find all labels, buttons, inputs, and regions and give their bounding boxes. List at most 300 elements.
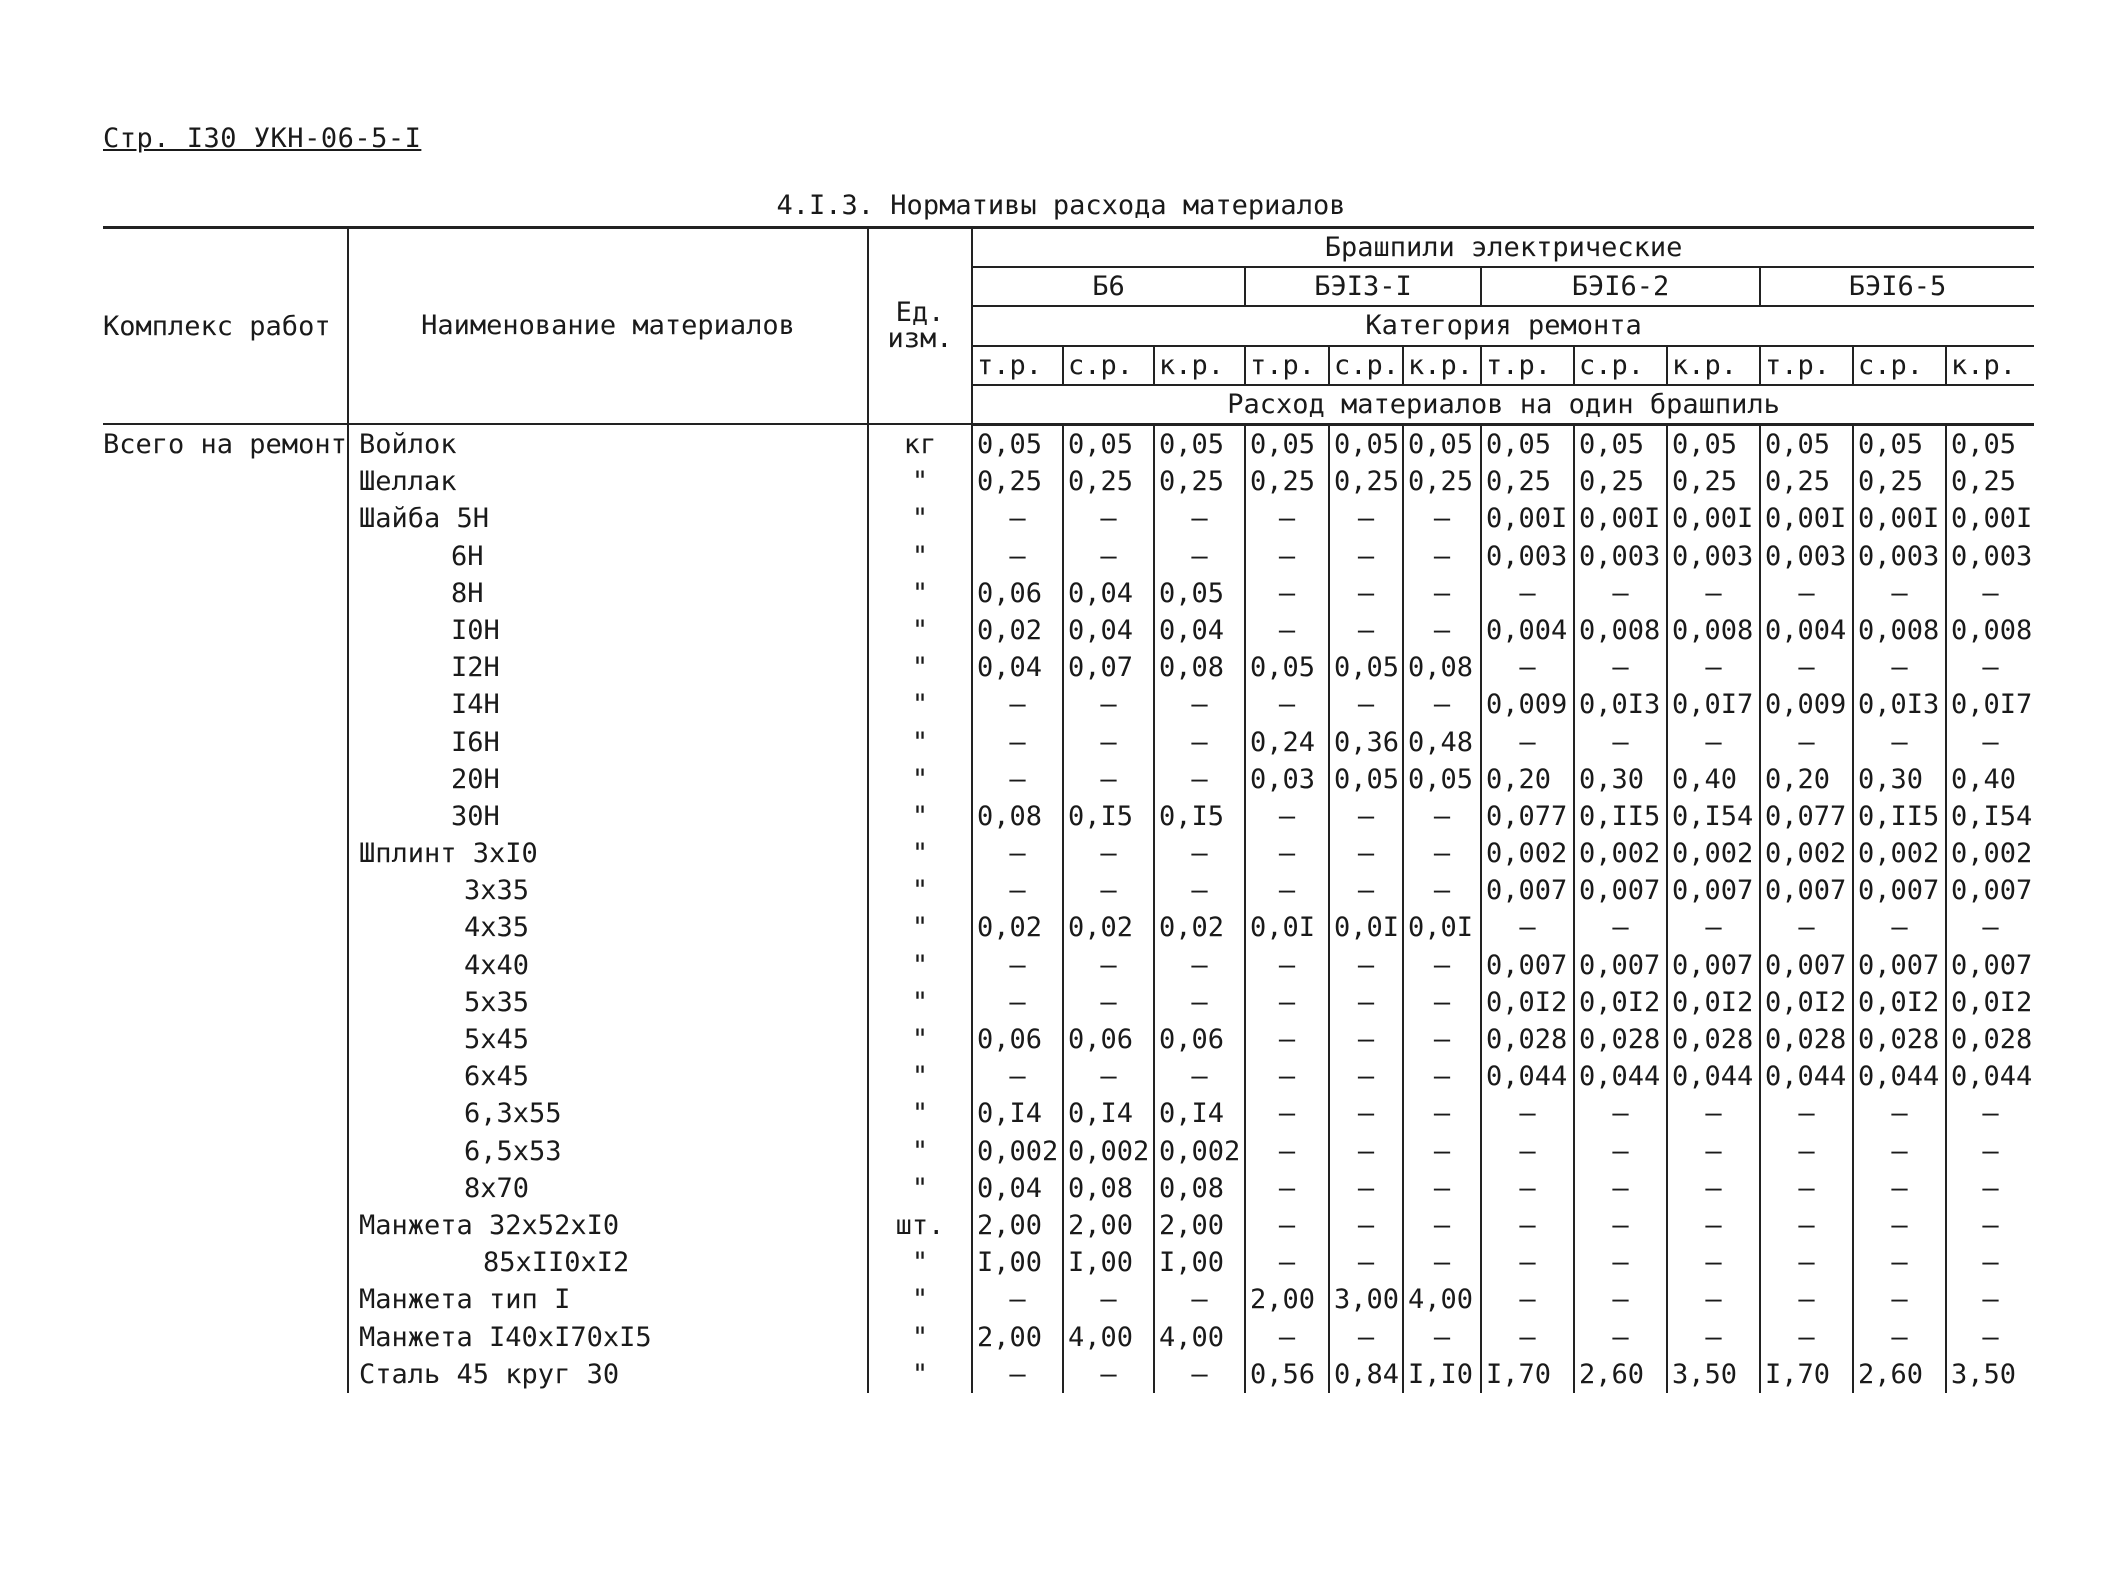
cell-value: – xyxy=(1853,575,1946,612)
cell-value: – xyxy=(1154,984,1245,1021)
cell-value: 0,20 xyxy=(1760,761,1853,798)
cell-value: 0,05 xyxy=(972,424,1063,463)
cell-value: 0,003 xyxy=(1946,538,2034,575)
cell-unit: кг xyxy=(868,424,972,463)
cell-value: 0,008 xyxy=(1946,612,2034,649)
cell-value: 2,00 xyxy=(972,1318,1063,1355)
cell-value: 0,028 xyxy=(1574,1021,1667,1058)
cell-value: – xyxy=(1329,500,1403,537)
cell-value: – xyxy=(1946,1281,2034,1318)
cell-value: – xyxy=(1403,1318,1481,1355)
cell-value: 0,00I xyxy=(1760,500,1853,537)
cell-value: – xyxy=(1853,1207,1946,1244)
cell-value: – xyxy=(1329,686,1403,723)
cell-value: 0,05 xyxy=(1329,761,1403,798)
materials-table xyxy=(103,226,2034,1393)
cell-value: 0,04 xyxy=(1063,575,1154,612)
table-row xyxy=(103,1207,2034,1244)
cell-value: – xyxy=(1403,947,1481,984)
cell-value: 0,I5 xyxy=(1154,798,1245,835)
header-subcategory: к.р. xyxy=(1154,346,1245,385)
cell-value: 0,004 xyxy=(1760,612,1853,649)
cell-value: – xyxy=(1245,500,1329,537)
cell-value: – xyxy=(1853,1133,1946,1170)
cell-value: 0,05 xyxy=(1574,424,1667,463)
cell-value: 0,30 xyxy=(1574,761,1667,798)
table-row xyxy=(103,500,2034,537)
cell-value: – xyxy=(1946,1133,2034,1170)
cell-value: – xyxy=(1245,984,1329,1021)
cell-value: 0,002 xyxy=(1760,835,1853,872)
cell-value: – xyxy=(1481,649,1574,686)
cell-value: 0,007 xyxy=(1946,872,2034,909)
cell-value: 2,60 xyxy=(1853,1356,1946,1393)
cell-value: 0,08 xyxy=(1154,1170,1245,1207)
cell-value: 0,002 xyxy=(1154,1133,1245,1170)
cell-value: – xyxy=(1403,872,1481,909)
cell-value: – xyxy=(1063,984,1154,1021)
cell-value: 0,I4 xyxy=(1154,1095,1245,1132)
cell-value: – xyxy=(1245,1058,1329,1095)
cell-value: – xyxy=(1063,761,1154,798)
cell-value: – xyxy=(972,947,1063,984)
table-row xyxy=(103,612,2034,649)
table-header xyxy=(103,228,2034,425)
header-subcategory: к.р. xyxy=(1403,346,1481,385)
cell-value: 0,I54 xyxy=(1667,798,1760,835)
cell-value: – xyxy=(1245,1207,1329,1244)
cell-complex xyxy=(103,1318,348,1355)
cell-value: 0,0I7 xyxy=(1946,686,2034,723)
cell-value: 0,36 xyxy=(1329,723,1403,760)
cell-value: 2,60 xyxy=(1574,1356,1667,1393)
cell-value: – xyxy=(972,984,1063,1021)
cell-value: – xyxy=(1403,1170,1481,1207)
table-row xyxy=(103,1133,2034,1170)
cell-value: – xyxy=(1574,1318,1667,1355)
cell-value: I,00 xyxy=(1063,1244,1154,1281)
cell-value: 0,003 xyxy=(1667,538,1760,575)
cell-value: 0,00I xyxy=(1853,500,1946,537)
cell-value: – xyxy=(1154,1281,1245,1318)
cell-value: – xyxy=(1329,1170,1403,1207)
cell-material-name: Манжета тип I xyxy=(348,1281,868,1318)
cell-value: – xyxy=(1154,500,1245,537)
cell-value: – xyxy=(972,686,1063,723)
cell-value: – xyxy=(1574,649,1667,686)
cell-value: – xyxy=(1329,835,1403,872)
cell-value: – xyxy=(1574,1095,1667,1132)
cell-value: – xyxy=(1403,1095,1481,1132)
table-row xyxy=(103,424,2034,463)
cell-value: 0,I4 xyxy=(1063,1095,1154,1132)
cell-value: 0,007 xyxy=(1853,872,1946,909)
cell-value: 0,008 xyxy=(1574,612,1667,649)
cell-material-name: 4х40 xyxy=(348,947,868,984)
cell-value: – xyxy=(1063,1058,1154,1095)
cell-value: 0,40 xyxy=(1667,761,1760,798)
cell-complex xyxy=(103,500,348,537)
cell-complex xyxy=(103,1244,348,1281)
table-row xyxy=(103,1170,2034,1207)
cell-material-name: 30Н xyxy=(348,798,868,835)
header-subcategory: т.р. xyxy=(1760,346,1853,385)
cell-value: – xyxy=(1946,909,2034,946)
cell-value: 0,007 xyxy=(1574,947,1667,984)
cell-value: – xyxy=(1245,798,1329,835)
table-row xyxy=(103,872,2034,909)
cell-value: – xyxy=(1574,1244,1667,1281)
cell-value: 3,50 xyxy=(1946,1356,2034,1393)
cell-complex xyxy=(103,463,348,500)
cell-value: 0,II5 xyxy=(1574,798,1667,835)
cell-value: – xyxy=(1063,1281,1154,1318)
cell-value: – xyxy=(1481,575,1574,612)
cell-unit: " xyxy=(868,463,972,500)
cell-complex xyxy=(103,947,348,984)
cell-value: 0,0I3 xyxy=(1574,686,1667,723)
cell-complex xyxy=(103,649,348,686)
cell-value: 0,25 xyxy=(1853,463,1946,500)
cell-complex xyxy=(103,1170,348,1207)
cell-value: 0,007 xyxy=(1667,872,1760,909)
cell-value: 0,24 xyxy=(1245,723,1329,760)
cell-value: 0,007 xyxy=(1946,947,2034,984)
cell-value: – xyxy=(1946,575,2034,612)
header-unit: Ед. изм. xyxy=(868,228,972,425)
cell-value: 0,II5 xyxy=(1853,798,1946,835)
cell-value: – xyxy=(1329,612,1403,649)
cell-value: – xyxy=(1154,1356,1245,1393)
cell-value: – xyxy=(1403,1058,1481,1095)
cell-value: 0,04 xyxy=(1063,612,1154,649)
cell-value: 0,028 xyxy=(1946,1021,2034,1058)
cell-value: – xyxy=(1760,1095,1853,1132)
cell-value: 2,00 xyxy=(1154,1207,1245,1244)
cell-value: – xyxy=(1063,686,1154,723)
cell-value: 0,04 xyxy=(972,649,1063,686)
cell-value: 0,08 xyxy=(1063,1170,1154,1207)
cell-value: 0,007 xyxy=(1760,947,1853,984)
cell-value: – xyxy=(1667,1095,1760,1132)
cell-value: – xyxy=(1245,1244,1329,1281)
cell-unit: " xyxy=(868,612,972,649)
cell-value: 0,0I2 xyxy=(1574,984,1667,1021)
cell-material-name: 6,5х53 xyxy=(348,1133,868,1170)
cell-value: – xyxy=(1946,1318,2034,1355)
cell-value: – xyxy=(1063,872,1154,909)
cell-value: – xyxy=(1760,575,1853,612)
cell-unit: " xyxy=(868,1058,972,1095)
cell-value: 0,05 xyxy=(1760,424,1853,463)
cell-value: – xyxy=(1403,612,1481,649)
cell-value: – xyxy=(972,1058,1063,1095)
table-row xyxy=(103,649,2034,686)
cell-complex xyxy=(103,761,348,798)
cell-unit: " xyxy=(868,1318,972,1355)
cell-value: – xyxy=(1329,1095,1403,1132)
cell-value: – xyxy=(1760,1133,1853,1170)
cell-value: 0,00I xyxy=(1946,500,2034,537)
cell-value: 0,0I xyxy=(1403,909,1481,946)
cell-value: 2,00 xyxy=(972,1207,1063,1244)
cell-value: 0,56 xyxy=(1245,1356,1329,1393)
cell-unit: " xyxy=(868,575,972,612)
cell-value: – xyxy=(972,723,1063,760)
cell-value: 0,05 xyxy=(1946,424,2034,463)
cell-value: – xyxy=(1063,723,1154,760)
header-subcategory: с.р. xyxy=(1853,346,1946,385)
cell-value: 0,003 xyxy=(1853,538,1946,575)
cell-value: – xyxy=(1245,1095,1329,1132)
cell-unit: " xyxy=(868,723,972,760)
cell-value: – xyxy=(1667,1207,1760,1244)
cell-value: 0,002 xyxy=(1853,835,1946,872)
cell-value: – xyxy=(1403,984,1481,1021)
cell-value: 0,25 xyxy=(1154,463,1245,500)
cell-material-name: Шплинт 3хI0 xyxy=(348,835,868,872)
cell-value: 0,0I xyxy=(1329,909,1403,946)
cell-value: 0,30 xyxy=(1853,761,1946,798)
cell-value: 0,05 xyxy=(1403,761,1481,798)
cell-value: 0,05 xyxy=(1063,424,1154,463)
cell-value: – xyxy=(1329,947,1403,984)
cell-value: – xyxy=(1245,1318,1329,1355)
header-subcategory: с.р. xyxy=(1329,346,1403,385)
cell-unit: " xyxy=(868,1133,972,1170)
cell-value: – xyxy=(1154,947,1245,984)
cell-value: – xyxy=(1481,1095,1574,1132)
cell-value: – xyxy=(1063,947,1154,984)
cell-value: – xyxy=(1667,575,1760,612)
cell-value: – xyxy=(1481,723,1574,760)
table-row xyxy=(103,538,2034,575)
cell-value: – xyxy=(1760,649,1853,686)
cell-complex xyxy=(103,686,348,723)
cell-value: – xyxy=(1667,1170,1760,1207)
cell-value: 0,25 xyxy=(1574,463,1667,500)
cell-value: 0,06 xyxy=(1063,1021,1154,1058)
cell-value: – xyxy=(1403,1207,1481,1244)
cell-value: 0,0I2 xyxy=(1853,984,1946,1021)
cell-value: 0,028 xyxy=(1760,1021,1853,1058)
cell-value: 0,08 xyxy=(1154,649,1245,686)
header-model: БЭI3-I xyxy=(1245,267,1481,306)
cell-value: 0,02 xyxy=(972,909,1063,946)
cell-value: 0,077 xyxy=(1481,798,1574,835)
table-row xyxy=(103,723,2034,760)
table-row xyxy=(103,575,2034,612)
cell-value: – xyxy=(1245,575,1329,612)
cell-value: – xyxy=(1245,612,1329,649)
table-row xyxy=(103,761,2034,798)
cell-complex: Всего на ремонт xyxy=(103,428,347,460)
cell-value: 0,002 xyxy=(1063,1133,1154,1170)
table-row xyxy=(103,1244,2034,1281)
cell-value: – xyxy=(1245,686,1329,723)
cell-value: – xyxy=(1667,909,1760,946)
cell-complex xyxy=(103,538,348,575)
cell-value: – xyxy=(972,1356,1063,1393)
cell-value: 0,003 xyxy=(1574,538,1667,575)
cell-value: – xyxy=(972,500,1063,537)
cell-value: – xyxy=(1329,1318,1403,1355)
table-row xyxy=(103,1281,2034,1318)
cell-value: – xyxy=(1403,575,1481,612)
cell-value: – xyxy=(1245,835,1329,872)
cell-value: – xyxy=(1667,1244,1760,1281)
table-body xyxy=(103,424,2034,1392)
cell-value: – xyxy=(1154,835,1245,872)
cell-value: 0,003 xyxy=(1481,538,1574,575)
cell-value: 0,84 xyxy=(1329,1356,1403,1393)
table-row xyxy=(103,984,2034,1021)
cell-value: 0,05 xyxy=(1853,424,1946,463)
cell-value: – xyxy=(1403,835,1481,872)
cell-value: – xyxy=(972,538,1063,575)
cell-unit: " xyxy=(868,649,972,686)
cell-complex xyxy=(103,723,348,760)
page-header: Стр. I30 УКН-06-5-I xyxy=(103,123,422,154)
cell-value: 0,0I7 xyxy=(1667,686,1760,723)
cell-value: 0,077 xyxy=(1760,798,1853,835)
cell-value: 0,05 xyxy=(1667,424,1760,463)
cell-value: – xyxy=(1154,723,1245,760)
cell-value: – xyxy=(1245,1133,1329,1170)
header-subcategory: с.р. xyxy=(1063,346,1154,385)
cell-material-name: 8Н xyxy=(348,575,868,612)
cell-unit: " xyxy=(868,1021,972,1058)
cell-value: 4,00 xyxy=(1154,1318,1245,1355)
cell-complex xyxy=(103,835,348,872)
cell-value: – xyxy=(1760,1318,1853,1355)
cell-value: 3,00 xyxy=(1329,1281,1403,1318)
cell-value: – xyxy=(1403,1244,1481,1281)
cell-material-name: 5х35 xyxy=(348,984,868,1021)
header-subcategory: к.р. xyxy=(1946,346,2034,385)
cell-value: 0,25 xyxy=(1403,463,1481,500)
cell-value: – xyxy=(1403,798,1481,835)
cell-material-name: Сталь 45 круг 30 xyxy=(348,1356,868,1393)
cell-value: – xyxy=(1481,1170,1574,1207)
header-category: Категория ремонта xyxy=(972,306,2034,345)
cell-value: – xyxy=(1329,1021,1403,1058)
cell-value: I,00 xyxy=(1154,1244,1245,1281)
cell-value: 0,04 xyxy=(972,1170,1063,1207)
cell-value: 0,002 xyxy=(972,1133,1063,1170)
cell-value: – xyxy=(1481,1207,1574,1244)
cell-value: 0,003 xyxy=(1760,538,1853,575)
cell-complex xyxy=(103,1133,348,1170)
cell-value: – xyxy=(1946,1244,2034,1281)
cell-unit: " xyxy=(868,947,972,984)
cell-material-name: I4Н xyxy=(348,686,868,723)
cell-value: – xyxy=(1574,1133,1667,1170)
cell-value: 0,007 xyxy=(1481,947,1574,984)
cell-complex xyxy=(103,1058,348,1095)
cell-value: – xyxy=(1853,1318,1946,1355)
cell-value: I,I0 xyxy=(1403,1356,1481,1393)
cell-value: 4,00 xyxy=(1063,1318,1154,1355)
cell-value: 0,06 xyxy=(972,1021,1063,1058)
cell-value: 0,25 xyxy=(1063,463,1154,500)
cell-value: 0,028 xyxy=(1481,1021,1574,1058)
cell-value: 2,00 xyxy=(1245,1281,1329,1318)
cell-value: 0,0I2 xyxy=(1946,984,2034,1021)
cell-value: 0,002 xyxy=(1946,835,2034,872)
header-subcategory: с.р. xyxy=(1574,346,1667,385)
cell-value: – xyxy=(1403,1021,1481,1058)
cell-complex xyxy=(103,1207,348,1244)
cell-value: 0,028 xyxy=(1667,1021,1760,1058)
cell-material-name: 6х45 xyxy=(348,1058,868,1095)
cell-material-name: Манжета I40хI70хI5 xyxy=(348,1318,868,1355)
cell-complex xyxy=(103,612,348,649)
cell-unit: " xyxy=(868,686,972,723)
cell-value: 0,05 xyxy=(1154,424,1245,463)
cell-material-name: I6Н xyxy=(348,723,868,760)
cell-value: 0,25 xyxy=(1760,463,1853,500)
header-subcategory: к.р. xyxy=(1667,346,1760,385)
cell-value: 0,007 xyxy=(1574,872,1667,909)
cell-value: 0,0I xyxy=(1245,909,1329,946)
header-subcategory: т.р. xyxy=(1481,346,1574,385)
cell-value: 0,06 xyxy=(972,575,1063,612)
cell-value: – xyxy=(1667,649,1760,686)
cell-unit: " xyxy=(868,1095,972,1132)
cell-material-name: Войлок xyxy=(348,424,868,463)
cell-value: – xyxy=(1154,538,1245,575)
cell-complex xyxy=(103,984,348,1021)
cell-value: – xyxy=(1853,909,1946,946)
cell-value: – xyxy=(1946,1095,2034,1132)
cell-value: 0,06 xyxy=(1154,1021,1245,1058)
cell-material-name: Шеллак xyxy=(348,463,868,500)
cell-value: 0,044 xyxy=(1574,1058,1667,1095)
header-name: Наименование материалов xyxy=(348,228,868,425)
cell-material-name: I0Н xyxy=(348,612,868,649)
cell-value: – xyxy=(1329,984,1403,1021)
cell-material-name: Манжета 32х52хI0 xyxy=(348,1207,868,1244)
cell-value: 0,044 xyxy=(1853,1058,1946,1095)
cell-value: – xyxy=(1481,1281,1574,1318)
header-group: Брашпили электрические xyxy=(972,228,2034,268)
cell-value: 0,25 xyxy=(1481,463,1574,500)
cell-material-name: 85хII0хI2 xyxy=(348,1244,868,1281)
cell-value: 0,05 xyxy=(1481,424,1574,463)
cell-value: 0,I5 xyxy=(1063,798,1154,835)
cell-value: – xyxy=(1946,723,2034,760)
cell-value: 0,25 xyxy=(1329,463,1403,500)
cell-material-name: 20Н xyxy=(348,761,868,798)
cell-value: – xyxy=(1760,1207,1853,1244)
cell-unit: " xyxy=(868,538,972,575)
header-consumption: Расход материалов на один брашпиль xyxy=(972,385,2034,425)
cell-value: 0,03 xyxy=(1245,761,1329,798)
cell-value: – xyxy=(1154,761,1245,798)
table-row xyxy=(103,1095,2034,1132)
cell-unit: шт. xyxy=(868,1207,972,1244)
cell-value: 0,008 xyxy=(1853,612,1946,649)
cell-value: 0,007 xyxy=(1667,947,1760,984)
cell-unit: " xyxy=(868,1356,972,1393)
cell-value: – xyxy=(1667,1318,1760,1355)
cell-complex xyxy=(103,575,348,612)
header-subcategory: т.р. xyxy=(972,346,1063,385)
cell-value: – xyxy=(972,761,1063,798)
cell-value: 0,004 xyxy=(1481,612,1574,649)
cell-value: 0,044 xyxy=(1946,1058,2034,1095)
